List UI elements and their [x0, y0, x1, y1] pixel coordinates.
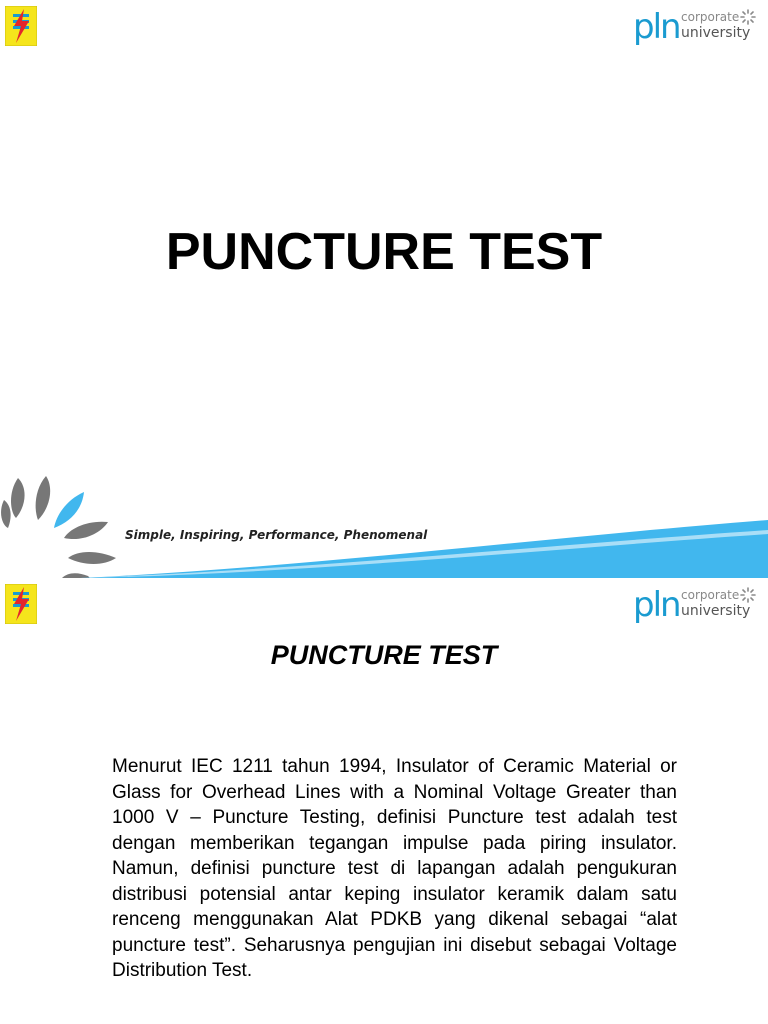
pln-corporate-university-logo: [633, 586, 758, 626]
pln-corporate-university-logo: [633, 8, 758, 48]
tagline: Simple, Inspiring, Performance, Phenomenal: [125, 528, 428, 542]
swirl-wave-decoration: [0, 470, 768, 578]
pln-lightning-logo-icon: [5, 6, 37, 46]
brand-corporate-text: corporate: [681, 10, 740, 24]
cover-title: PUNCTURE TEST: [165, 223, 603, 281]
sunburst-icon: [740, 587, 756, 603]
content-slide: [0, 578, 768, 1024]
brand-pln-text: pln: [633, 585, 680, 625]
brand-university-text: university: [681, 25, 751, 41]
sunburst-icon: [740, 9, 756, 25]
brand-corporate-text: corporate: [681, 588, 740, 602]
content-title: PUNCTURE TEST: [270, 640, 498, 670]
pln-lightning-logo-icon: [5, 584, 37, 624]
brand-university-text: university: [681, 603, 751, 619]
brand-pln-text: pln: [633, 7, 680, 47]
definition-paragraph: Menurut IEC 1211 tahun 1994, Insulator of Ceramic Material or Glass for Overhead Lines with a Nominal Voltage Greater than 1000 V – Puncture Testing, definisi Puncture test adalah test dengan memberikan tegangan impulse pada piring insulator. Namun, definisi puncture test di lapangan adalah pengukuran distribusi potensial antar keping insulator keramik dalam satu renceng menggunakan Alat PDKB yang dikenal sebagai “alat puncture test”. Seharusnya pengujian ini disebut sebagai Voltage Distribution Test.: [112, 756, 677, 981]
